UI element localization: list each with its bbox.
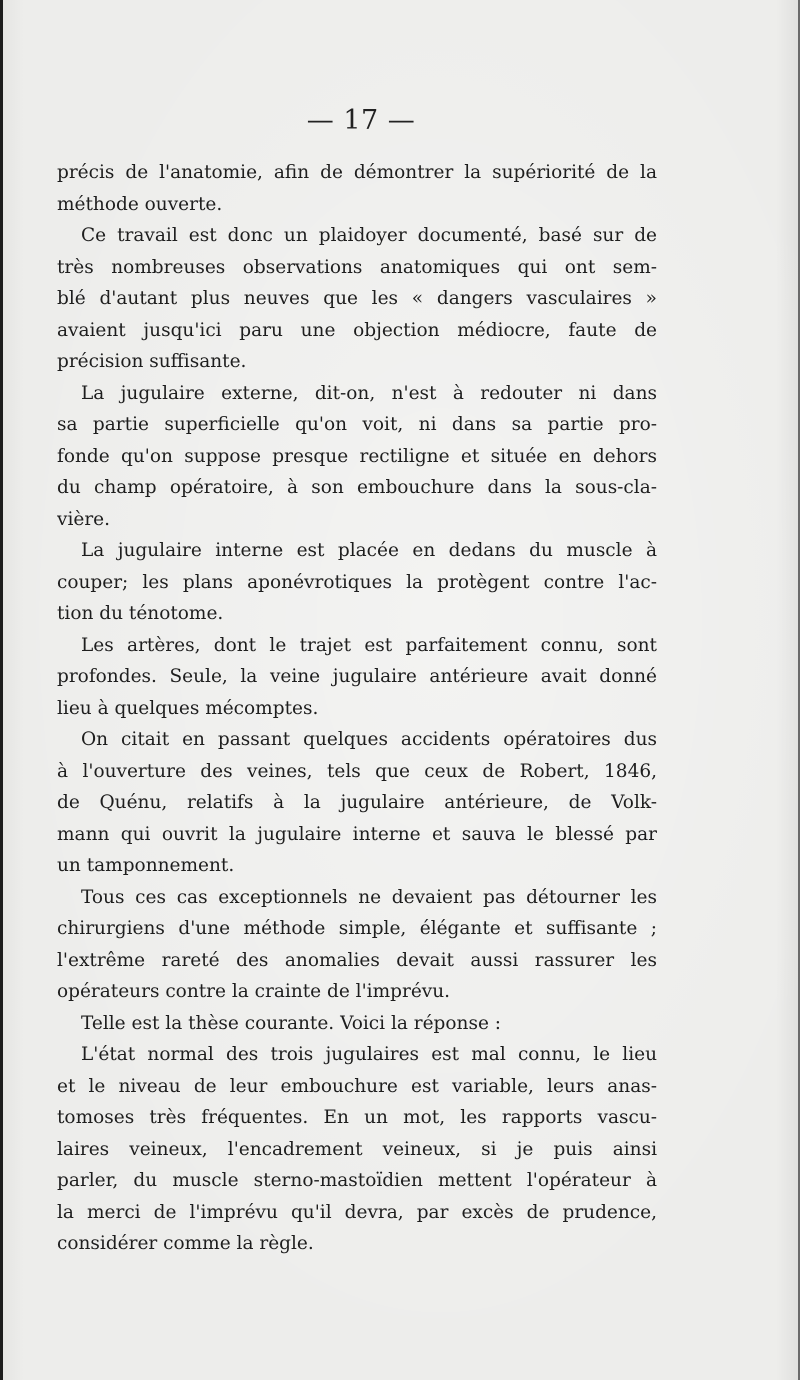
scan-left-edge: [0, 0, 3, 1380]
paragraph: [57, 220, 657, 378]
text-line: chirurgiens d'une méthode simple, élégante et suffisante ;: [57, 918, 657, 939]
text-line: vière.: [57, 508, 110, 530]
text-line: On citait en passant quelques accidents opératoires dus: [81, 729, 657, 750]
paragraph: [57, 882, 657, 1008]
text-line: et le niveau de leur embouchure est variable, leurs anas-: [57, 1075, 657, 1097]
text-line: Tous ces cas exceptionnels ne devaient pas détourner les: [81, 886, 657, 908]
text-line: méthode ouverte.: [57, 193, 223, 215]
paragraph: [57, 378, 657, 536]
text-line: Telle est la thèse courante. Voici la réponse :: [81, 1012, 502, 1034]
text-line: fonde qu'on suppose presque rectiligne et située en dehors: [57, 445, 657, 467]
text-line: très nombreuses observations anatomiques qui ont sem-: [57, 256, 657, 278]
text-line: profondes. Seule, la veine jugulaire antérieure avait donné: [57, 666, 657, 687]
paragraph: [57, 1039, 657, 1260]
text-line: L'état normal des trois jugulaires est mal connu, le lieu: [81, 1044, 657, 1065]
text-line: un tamponnement.: [57, 855, 235, 876]
text-line: l'extrême rareté des anomalies devait aussi rassurer les: [57, 949, 657, 971]
paragraph: [57, 724, 657, 882]
text-line: tomoses très fréquentes. En un mot, les rapports vascu-: [57, 1107, 657, 1128]
text-line: La jugulaire interne est placée en dedans du muscle à: [81, 540, 657, 561]
text-line: considérer comme la règle.: [57, 1233, 314, 1254]
text-line: Ce travail est donc un plaidoyer documenté, basé sur de: [81, 225, 657, 246]
text-line: à l'ouverture des veines, tels que ceux de Robert, 1846,: [57, 760, 657, 782]
text-line: du champ opératoire, à son embouchure dans la sous-cla-: [57, 477, 657, 498]
text-line: la merci de l'imprévu qu'il devra, par excès de prudence,: [57, 1201, 657, 1223]
text-line: laires veineux, l'encadrement veineux, si je puis ainsi: [57, 1138, 657, 1160]
paragraph: [57, 1008, 657, 1040]
text-line: blé d'autant plus neuves que les « dangers vasculaires »: [57, 288, 657, 309]
page-number: — 17 —: [306, 105, 416, 136]
text-line: La jugulaire externe, dit-on, n'est à redouter ni dans: [81, 382, 657, 404]
paragraph: [57, 157, 657, 220]
text-line: opérateurs contre la crainte de l'imprévu.: [57, 981, 451, 1002]
text-line: tion du ténotome.: [57, 603, 224, 624]
text-line: Les artères, dont le trajet est parfaitement connu, sont: [81, 634, 657, 656]
text-line: précision suffisante.: [57, 351, 247, 372]
text-line: avaient jusqu'ici paru une objection médiocre, faute de: [57, 319, 657, 341]
paragraph: [57, 535, 657, 630]
text-line: précis de l'anatomie, afin de démontrer la supériorité de la: [57, 162, 657, 183]
text-line: de Quénu, relatifs à la jugulaire antérieure, de Volk-: [57, 792, 657, 813]
text-line: mann qui ouvrit la jugulaire interne et sauva le blessé par: [57, 823, 657, 845]
body-text: [57, 157, 657, 1260]
text-line: parler, du muscle sterno-mastoïdien mettent l'opérateur à: [57, 1170, 657, 1191]
text-line: couper; les plans aponévrotiques la protègent contre l'ac-: [57, 571, 657, 593]
paragraph: [57, 630, 657, 725]
text-line: lieu à quelques mécomptes.: [57, 697, 319, 719]
text-line: sa partie superficielle qu'on voit, ni dans sa partie pro-: [57, 414, 657, 435]
